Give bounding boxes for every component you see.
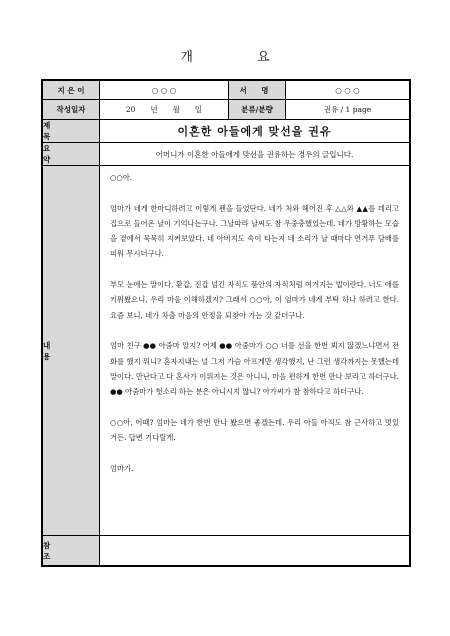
date-value: 20 년 월 일	[125, 105, 203, 114]
author-value: ○ ○ ○	[151, 85, 177, 95]
reference-row	[43, 536, 409, 565]
category-value: 권유 / 1 page	[323, 105, 372, 114]
content-body	[100, 166, 409, 535]
subject-value: 이혼한 아들에게 맞선을 권유	[177, 125, 332, 138]
subject-label: 제 목	[43, 120, 100, 142]
content-paragraph: 엄마가.	[110, 463, 134, 473]
document-title: 개 요	[180, 50, 300, 65]
content-paragraph: 엄마 친구 ●● 아줌마 알지? 어제 ●● 아줌마가 ○○ 너를 선을 한번 뵈지 않겠느냐면서 전화를 했지 뭐니? 혼자지내는 널 그저 가슴 아프게만 생각했지, 난 그런 생각까지는 못했는데 말이다. 만난다고 다 혼사가 이뤄지는 것은 아니니, 마음 편하게 한번 만나 보라고 하더구나. ●● 아줌마가 헛소리 하는 분은 아니시지 않니? 아가씨가 참 참하다고 하더구나.	[110, 341, 399, 397]
summary-label: 요 약	[43, 143, 100, 165]
recipient-label: 서 명	[228, 81, 286, 99]
date-label: 작성일자	[43, 100, 100, 119]
author-row	[43, 81, 409, 100]
category-label: 분류/분량	[228, 100, 286, 119]
content-paragraph: ○○아, 어때? 엄마는 네가 한번 만나 봤으면 좋겠는데. 우리 아들 아직도 참 근사하고 멋있거든. 답변 기다릴게.	[110, 417, 399, 443]
content-label: 내 용	[43, 166, 100, 535]
content-paragraph: ○○아.	[110, 173, 133, 182]
reference-label: 참 조	[43, 536, 100, 565]
content-paragraph: 엄마가 네게 한마디하려고 이렇게 펜을 들었단다. 네가 처와 헤어진 후 △△와 ▲▲를 데리고 집으로 들어온 날이 기억나는구나. 그날따라 날씨도 참 우중충했었는데. 네가 방황하는 모습을 곁에서 묵묵히 지켜보았다. 네 아버지도 속이 타는지 네 소리가 날 때마다 연거푸 담배를 피워 무시더구나.	[110, 203, 399, 259]
recipient-value: ○ ○ ○	[335, 85, 360, 95]
date-row	[43, 100, 409, 120]
author-label: 지 은 이	[43, 81, 100, 99]
summary-value: 어머니가 이혼한 아들에게 맞선을 권유하는 경우의 글입니다.	[155, 149, 354, 159]
summary-form	[41, 79, 411, 567]
summary-row	[43, 143, 409, 166]
subject-row	[43, 120, 409, 143]
content-row	[43, 166, 409, 536]
reference-value	[100, 536, 409, 565]
content-paragraph: 부모 눈에는 말이다, 환갑, 진갑 넘긴 자식도 품안의 자식처럼 여겨지는 법이란다. 너도 애를 키워봤으니, 우리 마음 이해하겠지? 그래서 ○○아, 이 엄마가 네게 부탁 하나 하려고 한다. 요즘 보니, 네가 차츰 마음의 안정을 되찾아 가는 것 같더구나.	[110, 280, 399, 320]
